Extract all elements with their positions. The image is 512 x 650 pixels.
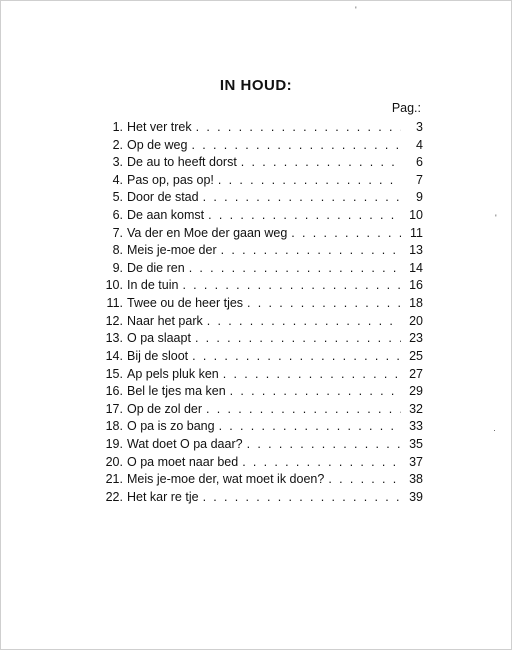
toc-entry-number: 6. [112,208,123,223]
dot-leader [247,436,401,454]
toc-entry-number: 17. [105,401,123,416]
toc-entry-page: 10 [409,208,423,223]
toc-entry-title: O pa slaapt [127,331,191,346]
toc-entry [101,436,423,454]
toc-entry [101,172,423,190]
scan-speck: · [493,425,496,435]
dot-leader [208,207,401,225]
dot-leader [241,154,401,172]
toc-entry-title: Bij de sloot [127,348,189,363]
toc-entry-title: Ap pels pluk ken [127,366,219,381]
toc-entry-number: 2. [112,137,123,152]
dot-leader [328,471,401,489]
toc-entry [101,242,423,260]
toc-entry-title: In de tuin [127,278,179,293]
scan-speck: ' [495,213,497,223]
toc-entry-title: Meis je-moe der, wat moet ik doen? [127,472,325,487]
toc-entry-page: 9 [416,190,423,205]
toc-entry [101,189,423,207]
toc-entry-title: Meis je-moe der [127,243,217,258]
toc-entry-title: Pas op, pas op! [127,172,214,187]
toc-entry-page: 16 [409,278,423,293]
toc-entry-title: De aan komst [127,208,205,223]
toc-entry-title: Twee ou de heer tjes [127,296,244,311]
dot-leader [230,383,401,401]
toc-entry-page: 23 [409,331,423,346]
toc-entry [101,489,423,507]
toc-entry-title: Naar het park [127,313,203,328]
toc-entry-number: 18. [105,419,123,434]
toc-entry-number: 21. [105,472,123,487]
toc-entry-page: 35 [409,436,423,451]
toc-entry-page: 32 [409,401,423,416]
toc-entry-title: Het kar re tje [127,489,199,504]
toc-entry-page: 29 [409,384,423,399]
toc-entry-title: De au to heeft dorst [127,155,237,170]
toc-entry-page: 25 [409,348,423,363]
toc-entry [101,119,423,137]
dot-leader [196,119,401,137]
toc-entry [101,313,423,331]
toc-entry-number: 5. [112,190,123,205]
toc-entry-number: 11. [106,296,123,311]
toc-entry [101,295,423,313]
toc-entry [101,137,423,155]
toc-entry-page: 4 [416,137,423,152]
dot-leader [247,295,401,313]
toc-entry-number: 1. [112,120,123,134]
scan-speck: ' [355,5,357,15]
dot-leader [223,366,401,384]
toc-entry [101,154,423,172]
dot-leader [191,137,401,155]
toc-entry-title: Va der en Moe der gaan weg [127,225,288,240]
toc-entry-title: De die ren [127,260,185,275]
toc-entry [101,383,423,401]
toc-entry-title: O pa moet naar bed [127,454,239,469]
toc-entry-number: 8. [112,243,123,258]
toc-entry-number: 7. [112,225,123,240]
toc-entry [101,277,423,295]
page-title: IN HOUD: [219,77,293,94]
toc-entry-page: 13 [409,243,423,258]
toc-entry-page: 39 [409,489,423,504]
toc-entry-number: 16. [105,384,123,399]
toc-entry [101,207,423,225]
dot-leader [195,330,401,348]
toc-entry-page: 38 [409,472,423,487]
toc-entry-number: 12. [105,313,123,328]
toc-entry-number: 3. [112,155,123,170]
toc-entry-page: 27 [409,366,423,381]
toc-entry-title: Door de stad [127,190,199,205]
dot-leader [192,348,401,366]
toc-entry [101,418,423,436]
dot-leader [242,454,401,472]
toc-entry-number: 14. [105,348,123,363]
toc-entry-page: 20 [409,313,423,328]
toc-entry [101,471,423,489]
dot-leader [206,401,401,419]
toc-entry-title: O pa is zo bang [127,419,215,434]
dot-leader [203,489,401,507]
dot-leader [291,225,401,243]
dot-leader [189,260,401,278]
toc-entry-number: 19. [105,436,123,451]
toc-entry-title: Op de zol der [127,401,203,416]
dot-leader [221,242,401,260]
toc-entry [101,401,423,419]
page-column-header: Pag.: [391,101,421,115]
toc-entry-number: 15. [105,366,123,381]
toc-entry [101,348,423,366]
toc-entry-page: 7 [416,172,423,187]
toc-entry-title: Wat doet O pa daar? [127,436,243,451]
toc-entry-page: 3 [416,120,423,134]
dot-leader [218,172,401,190]
toc-entry [101,260,423,278]
dot-leader [182,277,401,295]
dot-leader [203,189,401,207]
toc-entry-page: 14 [409,260,423,275]
toc-entry-number: 13. [105,331,123,346]
toc-entry-page: 11 [410,225,423,240]
table-of-contents [101,119,423,506]
toc-entry-page: 37 [409,454,423,469]
toc-entry-number: 9. [112,260,123,275]
toc-entry [101,454,423,472]
toc-entry-page: 33 [409,419,423,434]
dot-leader [207,313,401,331]
toc-entry-title: Het ver trek [127,120,192,134]
toc-entry-number: 20. [105,454,123,469]
toc-entry-number: 22. [105,489,123,504]
toc-entry [101,366,423,384]
toc-entry-page: 18 [409,296,423,311]
toc-entry [101,330,423,348]
toc-entry-title: Bel le tjes ma ken [127,384,226,399]
dot-leader [219,418,401,436]
toc-entry-number: 10. [105,278,123,293]
toc-entry [101,225,423,243]
toc-entry-number: 4. [112,172,123,187]
toc-entry-page: 6 [416,155,423,170]
toc-entry-title: Op de weg [127,137,188,152]
